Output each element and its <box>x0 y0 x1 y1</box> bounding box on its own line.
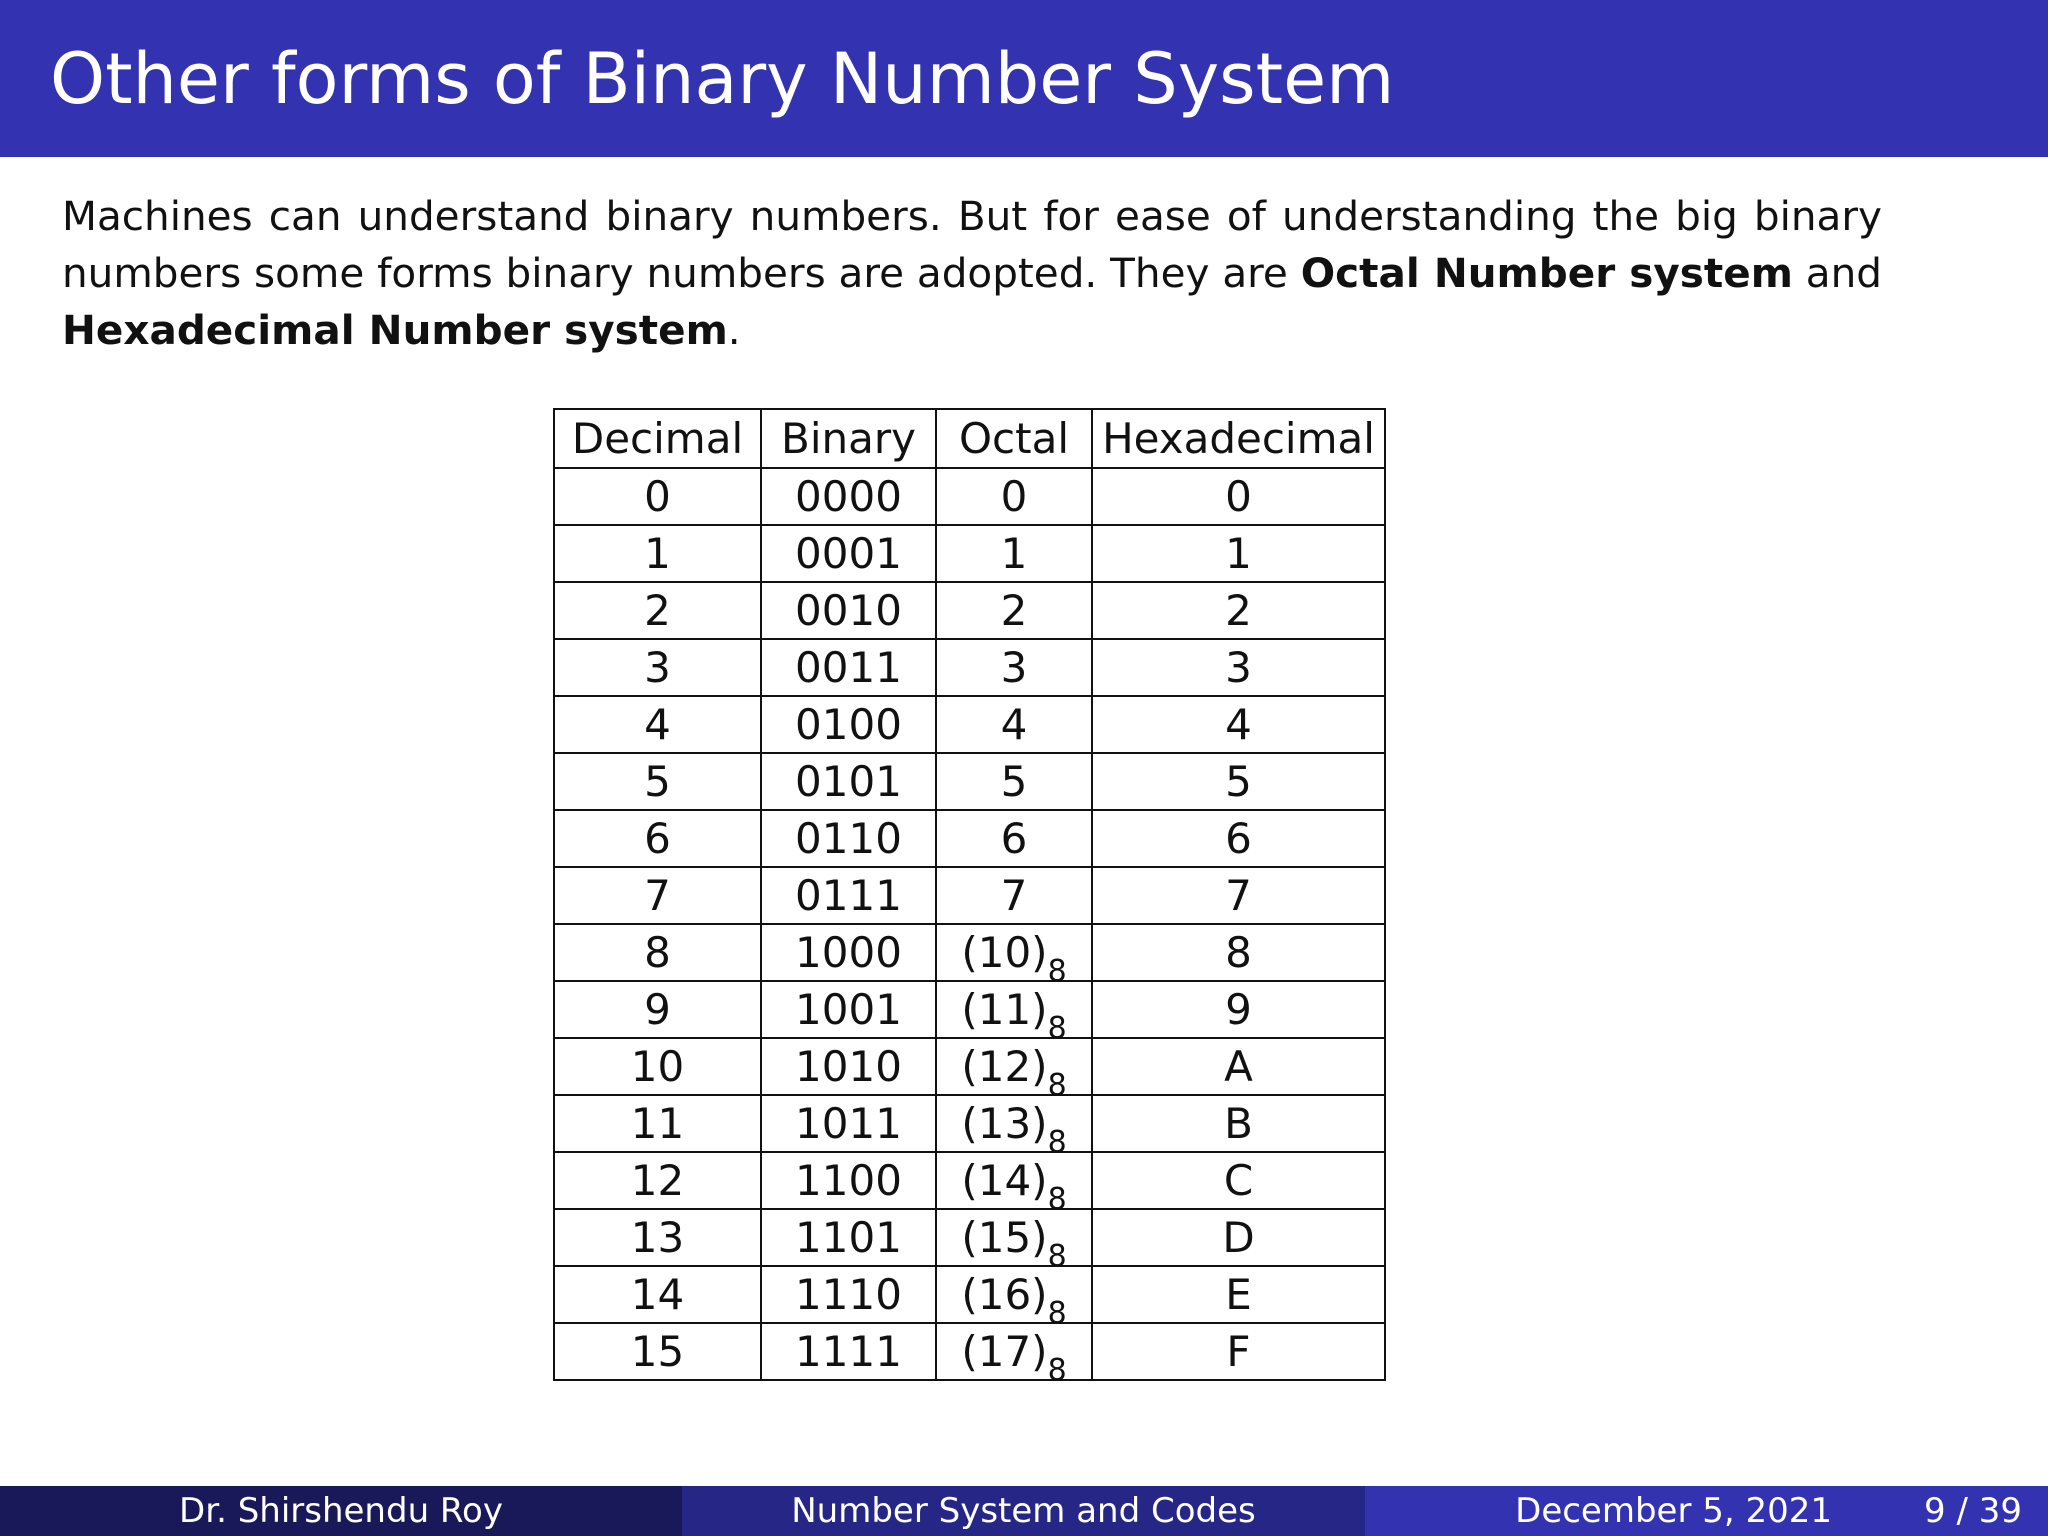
footer-right <box>1365 1486 2048 1536</box>
cell-decimal: 9 <box>554 981 761 1038</box>
octal-value: 0 <box>1000 471 1028 521</box>
header-decimal: Decimal <box>554 409 761 468</box>
conversion-table <box>553 408 1386 1388</box>
cell-hexadecimal: 1 <box>1092 525 1385 582</box>
intro-text-1: Machines can understand binary numbers. But for ease of understanding the big binary numbers some forms binary numbers are adopted. They are <box>62 192 1882 297</box>
cell-octal <box>936 468 1092 525</box>
octal-value: 3 <box>1000 642 1028 692</box>
footer-author: Dr. Shirshendu Roy <box>0 1486 682 1536</box>
cell-binary: 1101 <box>761 1209 936 1266</box>
cell-octal <box>936 1323 1092 1388</box>
header-binary: Binary <box>761 409 936 468</box>
cell-decimal: 4 <box>554 696 761 753</box>
cell-hexadecimal: 3 <box>1092 639 1385 696</box>
cell-octal <box>936 981 1092 1046</box>
octal-value: 4 <box>1000 699 1028 749</box>
octal-value: (17) <box>961 1326 1048 1376</box>
cell-decimal: 14 <box>554 1266 761 1323</box>
table-row <box>554 1266 1385 1323</box>
table-row <box>554 924 1385 981</box>
intro-bold-octal: Octal Number system <box>1300 249 1793 297</box>
octal-base-subscript: 8 <box>1047 1181 1067 1217</box>
table-row <box>554 525 1385 582</box>
cell-decimal: 8 <box>554 924 761 981</box>
cell-binary: 1110 <box>761 1266 936 1323</box>
octal-value: 5 <box>1000 756 1028 806</box>
table-row <box>554 1038 1385 1095</box>
cell-hexadecimal: 2 <box>1092 582 1385 639</box>
conversion-table-wrap <box>553 408 1386 1388</box>
cell-octal <box>936 1038 1092 1103</box>
footer-date: December 5, 2021 <box>1515 1491 1833 1531</box>
table-row <box>554 1152 1385 1209</box>
cell-hexadecimal: 5 <box>1092 753 1385 810</box>
table-body <box>554 468 1385 1388</box>
cell-binary: 0101 <box>761 753 936 810</box>
intro-text-2: and <box>1792 249 1883 297</box>
cell-decimal: 1 <box>554 525 761 582</box>
cell-binary: 1000 <box>761 924 936 981</box>
cell-binary: 1010 <box>761 1038 936 1095</box>
octal-base-subscript: 8 <box>1047 1352 1067 1388</box>
octal-value: 1 <box>1000 528 1028 578</box>
cell-decimal: 3 <box>554 639 761 696</box>
cell-decimal: 2 <box>554 582 761 639</box>
cell-octal <box>936 1209 1092 1274</box>
table-row <box>554 1209 1385 1266</box>
table-row <box>554 867 1385 924</box>
cell-octal <box>936 525 1092 582</box>
cell-decimal: 10 <box>554 1038 761 1095</box>
cell-binary: 0011 <box>761 639 936 696</box>
cell-binary: 0000 <box>761 468 936 525</box>
octal-value: 7 <box>1000 870 1028 920</box>
footer-topic: Number System and Codes <box>682 1486 1365 1536</box>
title-bar <box>0 0 2048 157</box>
cell-hexadecimal: 6 <box>1092 810 1385 867</box>
cell-hexadecimal: 7 <box>1092 867 1385 924</box>
cell-octal <box>936 696 1092 753</box>
table-row <box>554 1323 1385 1380</box>
octal-base-subscript: 8 <box>1047 1295 1067 1331</box>
footer-page-number: 9 / 39 <box>1924 1491 2022 1531</box>
octal-value: (15) <box>961 1212 1048 1262</box>
cell-hexadecimal: E <box>1092 1266 1385 1323</box>
octal-base-subscript: 8 <box>1047 1010 1067 1046</box>
octal-base-subscript: 8 <box>1047 1238 1067 1274</box>
octal-value: (11) <box>961 984 1048 1034</box>
cell-octal <box>936 867 1092 924</box>
table-row <box>554 582 1385 639</box>
cell-decimal: 13 <box>554 1209 761 1266</box>
cell-hexadecimal: B <box>1092 1095 1385 1152</box>
table-header-row <box>554 409 1385 468</box>
table-row <box>554 753 1385 810</box>
cell-hexadecimal: F <box>1092 1323 1385 1380</box>
intro-text-3: . <box>727 306 741 354</box>
cell-octal <box>936 753 1092 810</box>
cell-octal <box>936 1095 1092 1160</box>
cell-binary: 1011 <box>761 1095 936 1152</box>
octal-value: (12) <box>961 1041 1048 1091</box>
cell-octal <box>936 1266 1092 1331</box>
cell-hexadecimal: 9 <box>1092 981 1385 1038</box>
cell-octal <box>936 924 1092 989</box>
cell-decimal: 15 <box>554 1323 761 1380</box>
cell-binary: 0111 <box>761 867 936 924</box>
cell-binary: 0100 <box>761 696 936 753</box>
cell-binary: 1111 <box>761 1323 936 1380</box>
octal-base-subscript: 8 <box>1047 1124 1067 1160</box>
slide-title: Other forms of Binary Number System <box>50 38 1395 120</box>
cell-binary: 1001 <box>761 981 936 1038</box>
cell-decimal: 6 <box>554 810 761 867</box>
cell-hexadecimal: C <box>1092 1152 1385 1209</box>
octal-base-subscript: 8 <box>1047 1067 1067 1103</box>
octal-value: 6 <box>1000 813 1028 863</box>
cell-hexadecimal: 8 <box>1092 924 1385 981</box>
cell-hexadecimal: 4 <box>1092 696 1385 753</box>
cell-octal <box>936 1152 1092 1217</box>
cell-hexadecimal: D <box>1092 1209 1385 1266</box>
octal-value: (16) <box>961 1269 1048 1319</box>
octal-base-subscript: 8 <box>1047 953 1067 989</box>
cell-binary: 1100 <box>761 1152 936 1209</box>
cell-binary: 0001 <box>761 525 936 582</box>
cell-octal <box>936 810 1092 867</box>
octal-value: (10) <box>961 927 1048 977</box>
table-row <box>554 468 1385 525</box>
header-hexadecimal: Hexadecimal <box>1092 409 1385 468</box>
intro-bold-hex: Hexadecimal Number system <box>62 306 728 354</box>
table-row <box>554 1095 1385 1152</box>
octal-value: (14) <box>961 1155 1048 1205</box>
cell-decimal: 12 <box>554 1152 761 1209</box>
table-row <box>554 639 1385 696</box>
cell-decimal: 11 <box>554 1095 761 1152</box>
cell-decimal: 7 <box>554 867 761 924</box>
cell-hexadecimal: A <box>1092 1038 1385 1095</box>
footer <box>0 1486 2048 1536</box>
cell-decimal: 0 <box>554 468 761 525</box>
header-octal: Octal <box>936 409 1092 468</box>
cell-binary: 0110 <box>761 810 936 867</box>
octal-value: 2 <box>1000 585 1028 635</box>
cell-hexadecimal: 0 <box>1092 468 1385 525</box>
cell-binary: 0010 <box>761 582 936 639</box>
cell-decimal: 5 <box>554 753 761 810</box>
table-row <box>554 696 1385 753</box>
cell-octal <box>936 639 1092 696</box>
octal-value: (13) <box>961 1098 1048 1148</box>
intro-paragraph <box>62 188 1882 359</box>
table-row <box>554 981 1385 1038</box>
table-row <box>554 810 1385 867</box>
cell-octal <box>936 582 1092 639</box>
